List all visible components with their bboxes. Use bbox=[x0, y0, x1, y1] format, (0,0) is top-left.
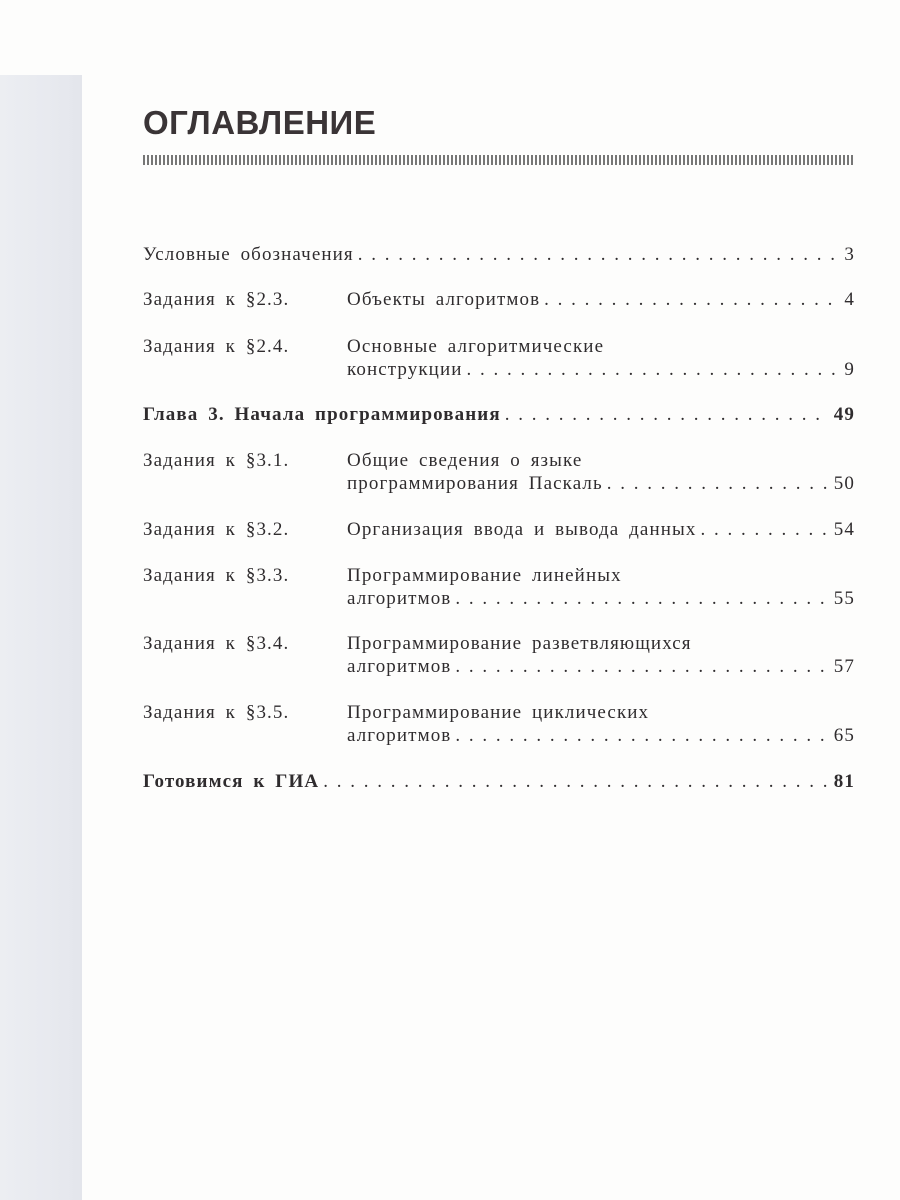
dot-leader bbox=[455, 655, 829, 678]
dot-leader bbox=[455, 724, 829, 747]
toc-chapter[interactable] bbox=[143, 403, 855, 426]
page-number: 4 bbox=[844, 289, 855, 310]
entry-title-cont: программирования Паскаль bbox=[347, 473, 603, 494]
entry-title-cont: алгоритмов bbox=[347, 656, 452, 677]
page-margin-shadow bbox=[0, 75, 82, 1200]
entry-title: Условные обозначения bbox=[143, 244, 354, 265]
entry-prefix: Задания к §2.3. bbox=[143, 289, 290, 310]
chapter-title: Готовимся к ГИА bbox=[143, 771, 320, 792]
dot-leader bbox=[505, 403, 830, 426]
page-number: 50 bbox=[833, 473, 855, 494]
entry-prefix: Задания к §2.4. bbox=[143, 336, 290, 357]
page-number: 81 bbox=[833, 771, 855, 792]
entry-prefix: Задания к §3.3. bbox=[143, 565, 290, 586]
entry-prefix: Задания к §3.1. bbox=[143, 450, 290, 471]
toc-entry[interactable] bbox=[143, 449, 855, 495]
entry-title: Программирование разветвляющихся bbox=[347, 633, 692, 654]
page-number: 9 bbox=[844, 359, 855, 380]
chapter-title: Глава 3. Начала программирования bbox=[143, 404, 501, 425]
entry-title: Программирование линейных bbox=[347, 565, 622, 586]
entry-prefix: Задания к §3.5. bbox=[143, 702, 290, 723]
toc-chapter[interactable] bbox=[143, 770, 855, 793]
toc-entry[interactable] bbox=[143, 518, 855, 541]
entry-prefix: Задания к §3.4. bbox=[143, 633, 290, 654]
dot-leader bbox=[467, 358, 841, 381]
dot-leader bbox=[358, 243, 841, 266]
entry-title: Программирование циклических bbox=[347, 702, 650, 723]
entry-title-cont: конструкции bbox=[347, 359, 463, 380]
page-number: 3 bbox=[844, 244, 855, 265]
entry-title: Объекты алгоритмов bbox=[347, 289, 541, 310]
entry-title-cont: алгоритмов bbox=[347, 588, 452, 609]
toc-entry[interactable] bbox=[143, 564, 855, 610]
dot-leader bbox=[700, 518, 829, 541]
page-number: 65 bbox=[833, 725, 855, 746]
dot-leader bbox=[607, 472, 830, 495]
toc-entry[interactable] bbox=[143, 632, 855, 678]
dot-leader bbox=[455, 587, 829, 610]
title-divider bbox=[143, 155, 855, 165]
page-title: ОГЛАВЛЕНИЕ bbox=[143, 104, 377, 141]
page-number: 49 bbox=[833, 404, 855, 425]
entry-title: Организация ввода и вывода данных bbox=[347, 519, 697, 540]
page-number: 57 bbox=[833, 656, 855, 677]
entry-title: Основные алгоритмические bbox=[347, 336, 605, 357]
toc-entry[interactable] bbox=[143, 701, 855, 747]
entry-title: Общие сведения о языке bbox=[347, 450, 583, 471]
toc-entry[interactable] bbox=[143, 335, 855, 381]
toc-entry[interactable] bbox=[143, 243, 855, 266]
toc-entry[interactable] bbox=[143, 288, 855, 311]
entry-title-cont: алгоритмов bbox=[347, 725, 452, 746]
dot-leader bbox=[544, 288, 840, 311]
entry-prefix: Задания к §3.2. bbox=[143, 519, 290, 540]
page-number: 55 bbox=[833, 588, 855, 609]
page-number: 54 bbox=[833, 519, 855, 540]
dot-leader bbox=[323, 770, 830, 793]
